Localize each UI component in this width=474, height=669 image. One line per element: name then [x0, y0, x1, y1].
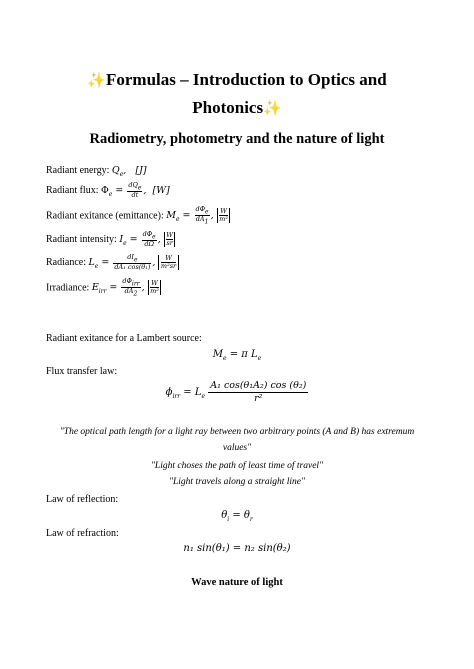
fermat-quote-line-2: values" — [222, 443, 252, 453]
refraction-formula: n₁ sin(θ₁) = n₂ sin(θ₂) — [183, 543, 291, 554]
reflection-formula: $\theta_i = \theta_r$ — [221, 510, 253, 523]
lambert-formula: $M_e = \pi$ $L_e$ — [212, 349, 262, 362]
radiant-exitance-line: Radiant exitance (emittance): $M_e$ = $\frac{d\Phi_e}{dA_1}$ , $\frac{W}{\text{m²}}$ — [46, 206, 230, 226]
radiant-energy-line: Radiant energy: $Q_e$, [J] — [46, 165, 147, 178]
sparkle-icon: ✨ — [87, 73, 106, 89]
radiant-flux-line: Radiant flux: $\Phi_e$ = $\frac{dQ_e}{dt}$ , [W] — [46, 181, 170, 200]
section-heading-radiometry: Radiometry, photometry and the nature of light — [89, 131, 385, 147]
straight-line-quote: "Light travels along a straight line" — [169, 477, 305, 487]
radiance-line: Radiance: $L_e$ = $\frac{dI_e}{\text{dA₁ cos(θ₁)}}$ , $\frac{W}{\text{m²sr}}$ — [46, 254, 179, 271]
refraction-label: Law of refraction: — [46, 528, 119, 539]
section-heading-wave-nature: Wave nature of light — [191, 577, 283, 588]
irradiance-line: Irradiance: $E_{irr}$ = $\frac{d\Phi_{irr}}{dA_2}$ , $\frac{W}{\text{m²}}$ — [46, 278, 161, 298]
title-text-1: Formulas – Introduction to Optics and — [105, 70, 387, 89]
flux-transfer-label: Flux transfer law: — [46, 366, 118, 377]
least-time-quote: "Light choses the path of least time of travel" — [150, 461, 324, 471]
reflection-label: Law of reflection: — [46, 494, 119, 505]
title-line-1 — [0, 70, 474, 90]
title-line-2 — [0, 98, 474, 118]
flux-transfer-formula: $\phi_{irr} = L_e$ $\frac{\text{A₁ cos(θ₁A₂) cos (θ₂)}}{\text{r²}}$ — [165, 380, 307, 404]
sparkle-icon: ✨ — [263, 101, 282, 117]
fermat-quote-line-1: "The optical path length for a light ray between two arbitrary points (A and B) has extremum — [59, 427, 415, 437]
lambert-label: Radiant exitance for a Lambert source: — [46, 333, 202, 344]
title-text-2: Photonics — [192, 98, 264, 117]
radiant-intensity-line: Radiant intensity: $I_e$ = $\frac{d\Phi_e}{d\Omega}$ , $\frac{W}{sr}$ — [46, 231, 175, 248]
